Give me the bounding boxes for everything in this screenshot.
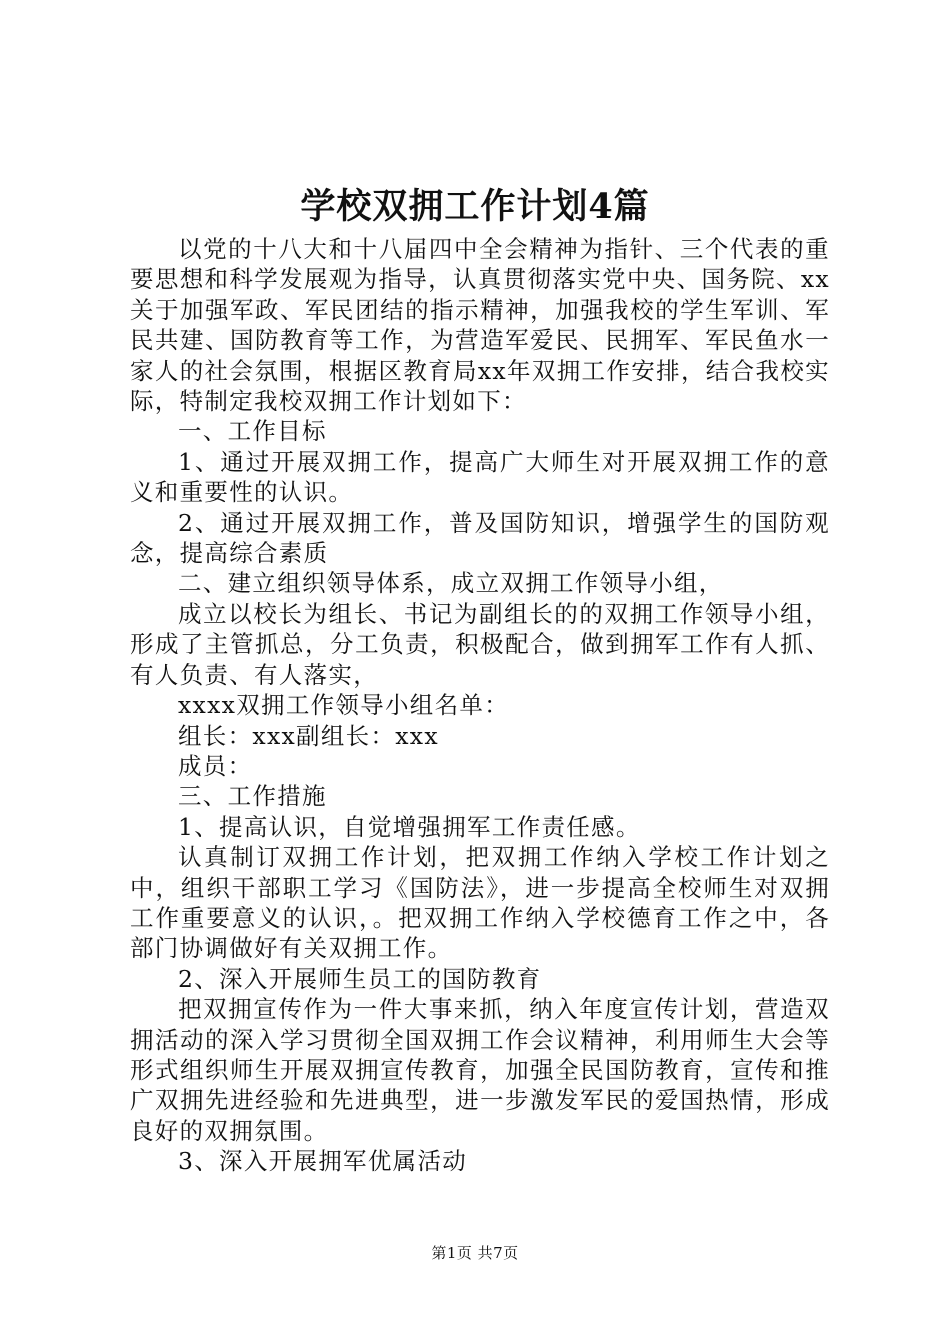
measure-item-2: 2、深入开展师生员工的国防教育 xyxy=(178,964,542,993)
measure-item-3: 3、深入开展拥军优属活动 xyxy=(178,1147,468,1176)
measure-item-1: 1、提高认识，自觉增强拥军工作责任感。 xyxy=(178,812,641,841)
section-heading-measures: 三、工作措施 xyxy=(178,782,327,811)
section-heading-goals: 一、工作目标 xyxy=(178,417,327,446)
leadership-members: 成员： xyxy=(178,751,253,780)
leadership-list-heading: xxxx双拥工作领导小组名单： xyxy=(178,691,510,720)
document-body xyxy=(130,234,830,1177)
organization-paragraph: 成立以校长为组长、书记为副组长的的双拥工作领导小组，形成了主管抓总，分工负责，积极配合，做到拥军工作有人抓、有人负责、有人落实， xyxy=(130,599,830,689)
measure-1-paragraph: 认真制订双拥工作计划，把双拥工作纳入学校工作计划之中，组织干部职工学习《国防法》，进一步提高全校师生对双拥工作重要意义的认识，。把双拥工作纳入学校德育工作之中，各部门协调做好有关双拥工作。 xyxy=(130,843,830,963)
measure-2-paragraph: 把双拥宣传作为一件大事来抓，纳入年度宣传计划，营造双拥活动的深入学习贯彻全国双拥工作会议精神，利用师生大会等形式组织师生开展双拥宣传教育，加强全民国防教育，宣传和推广双拥先进经验和先进典型，进一步激发军民的爱国热情，形成良好的双拥氛围。 xyxy=(130,995,830,1145)
page-indicator: 第1页 共7页 xyxy=(431,1244,519,1262)
goal-item-2: 2、通过开展双拥工作，普及国防知识，增强学生的国防观念，提高综合素质 xyxy=(130,508,830,568)
intro-paragraph: 以党的十八大和十八届四中全会精神为指针、三个代表的重要思想和科学发展观为指导，认真贯彻落实党中央、国务院、xx关于加强军政、军民团结的指示精神，加强我校的学生军训、军民共建、国防教育等工作，为营造军爱民、民拥军、军民鱼水一家人的社会氛围，根据区教育局xx年双拥工作安排，结合我校实际，特制定我校双拥工作计划如下： xyxy=(130,235,830,416)
section-heading-organization: 二、建立组织领导体系，成立双拥工作领导小组， xyxy=(178,569,724,598)
goal-item-1: 1、通过开展双拥工作，提高广大师生对开展双拥工作的意义和重要性的认识。 xyxy=(130,447,830,507)
document-title: 学校双拥工作计划4篇 xyxy=(300,186,650,227)
leadership-leaders: 组长：xxx副组长：xxx xyxy=(178,721,439,750)
